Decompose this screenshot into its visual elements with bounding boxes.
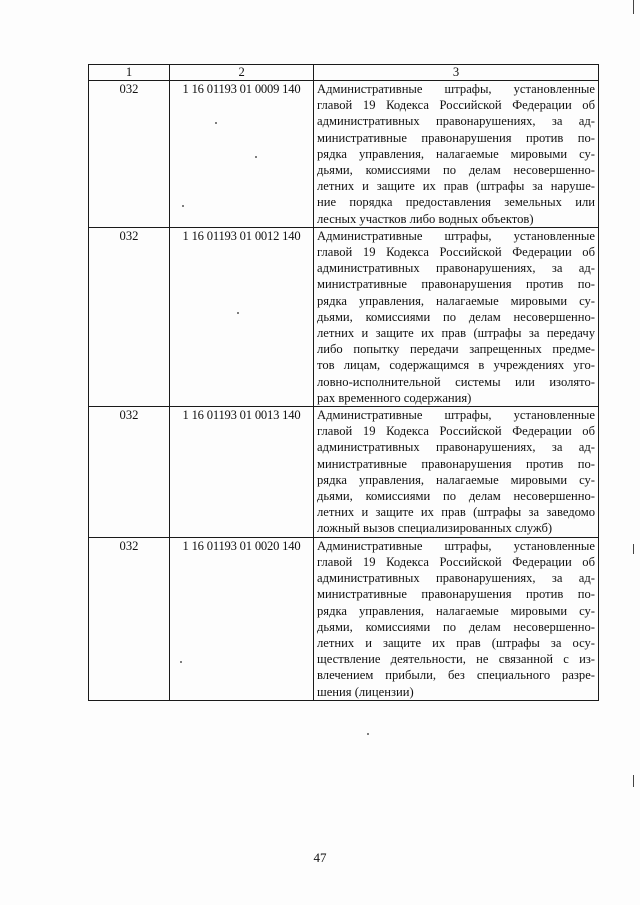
revenue-description-cell bbox=[314, 81, 599, 228]
admin-code-cell: 032 bbox=[89, 81, 170, 228]
scan-speck bbox=[237, 312, 239, 314]
description-line: дьями, комиссиями по делам несовершенно- bbox=[317, 489, 595, 504]
description-line: рах временного содержания) bbox=[317, 390, 472, 405]
scan-speck bbox=[180, 661, 182, 663]
description-line: Административные штрафы, установленные bbox=[317, 408, 595, 423]
description-line: ложный вызов специализированных служб) bbox=[317, 521, 553, 536]
description-line: административных правонарушениях, за ад- bbox=[317, 261, 595, 276]
description-line: рядка управления, налагаемые мировыми су- bbox=[317, 472, 595, 487]
description-line: Административные штрафы, установленные bbox=[317, 82, 595, 96]
table-row bbox=[89, 407, 599, 538]
column-header-3: 3 bbox=[314, 65, 599, 81]
budget-classification-code-cell: 1 16 01193 01 0020 140 bbox=[170, 537, 314, 700]
description-line: ние порядка предоставления земельных или bbox=[317, 195, 595, 210]
description-line: дьями, комиссиями по делам несовершенно- bbox=[317, 309, 595, 324]
budget-codes-table bbox=[88, 64, 599, 701]
admin-code-cell: 032 bbox=[89, 407, 170, 538]
revenue-description-cell bbox=[314, 227, 599, 406]
description-line: рядка управления, налагаемые мировыми су- bbox=[317, 146, 595, 161]
table-row bbox=[89, 81, 599, 228]
column-header-1: 1 bbox=[89, 65, 170, 81]
scan-speck bbox=[255, 156, 257, 158]
budget-classification-code-cell: 1 16 01193 01 0013 140 bbox=[170, 407, 314, 538]
scan-edge-mark bbox=[633, 775, 634, 787]
description-line: административных правонарушениях, за ад- bbox=[317, 440, 595, 455]
scan-speck bbox=[182, 205, 184, 207]
scan-edge-mark bbox=[633, 0, 634, 14]
description-line: административных правонарушениях, за ад- bbox=[317, 114, 595, 129]
description-line: либо попытку передачи запрещенных предме- bbox=[317, 342, 595, 357]
description-line: лесных участков либо водных объектов) bbox=[317, 211, 534, 226]
description-line: летних и защите их прав (штрафы за заведомо bbox=[317, 505, 595, 520]
page-number: 47 bbox=[313, 850, 327, 865]
description-line: главой 19 Кодекса Российской Федерации об bbox=[317, 424, 595, 439]
description-line: Административные штрафы, установленные bbox=[317, 228, 595, 243]
description-line: административных правонарушениях, за ад- bbox=[317, 571, 595, 586]
description-line: рядка управления, налагаемые мировыми су- bbox=[317, 603, 595, 618]
description-line: министративные правонарушения против по- bbox=[317, 277, 595, 292]
description-line: тов лицам, содержащимся в учреждениях уго- bbox=[317, 358, 595, 373]
description-line: Административные штрафы, установленные bbox=[317, 538, 595, 553]
revenue-description-cell bbox=[314, 407, 599, 538]
description-line: летних и защите их прав (штрафы за передачу bbox=[317, 326, 595, 341]
description-line: ществление деятельности, не связанной с из- bbox=[317, 652, 595, 667]
description-line: летних и защите их прав (штрафы за наруше- bbox=[317, 179, 595, 194]
scan-edge-mark bbox=[633, 544, 634, 554]
description-line: ловно-исполнительной системы или изолято- bbox=[317, 374, 595, 389]
description-line: главой 19 Кодекса Российской Федерации об bbox=[317, 245, 595, 260]
table-row bbox=[89, 227, 599, 406]
table-header-row bbox=[89, 65, 599, 81]
description-line: рядка управления, налагаемые мировыми су- bbox=[317, 293, 595, 308]
budget-classification-code-cell: 1 16 01193 01 0009 140 bbox=[170, 81, 314, 228]
table-row bbox=[89, 537, 599, 700]
table-body bbox=[89, 81, 599, 701]
description-line: главой 19 Кодекса Российской Федерации об bbox=[317, 554, 595, 569]
description-line: летних и защите их прав (штрафы за осу- bbox=[317, 635, 595, 650]
description-line: министративные правонарушения против по- bbox=[317, 130, 595, 145]
scan-speck bbox=[367, 733, 369, 735]
scan-speck bbox=[215, 122, 217, 124]
column-header-2: 2 bbox=[170, 65, 314, 81]
description-line: дьями, комиссиями по делам несовершенно- bbox=[317, 163, 595, 178]
description-line: дьями, комиссиями по делам несовершенно- bbox=[317, 619, 595, 634]
description-line: влечением прибыли, без специального разре- bbox=[317, 668, 595, 683]
budget-classification-code-cell: 1 16 01193 01 0012 140 bbox=[170, 227, 314, 406]
description-line: шения (лицензии) bbox=[317, 684, 414, 699]
description-line: главой 19 Кодекса Российской Федерации об bbox=[317, 98, 595, 113]
admin-code-cell: 032 bbox=[89, 227, 170, 406]
admin-code-cell: 032 bbox=[89, 537, 170, 700]
description-line: министративные правонарушения против по- bbox=[317, 456, 595, 471]
revenue-description-cell bbox=[314, 537, 599, 700]
description-line: министративные правонарушения против по- bbox=[317, 587, 595, 602]
